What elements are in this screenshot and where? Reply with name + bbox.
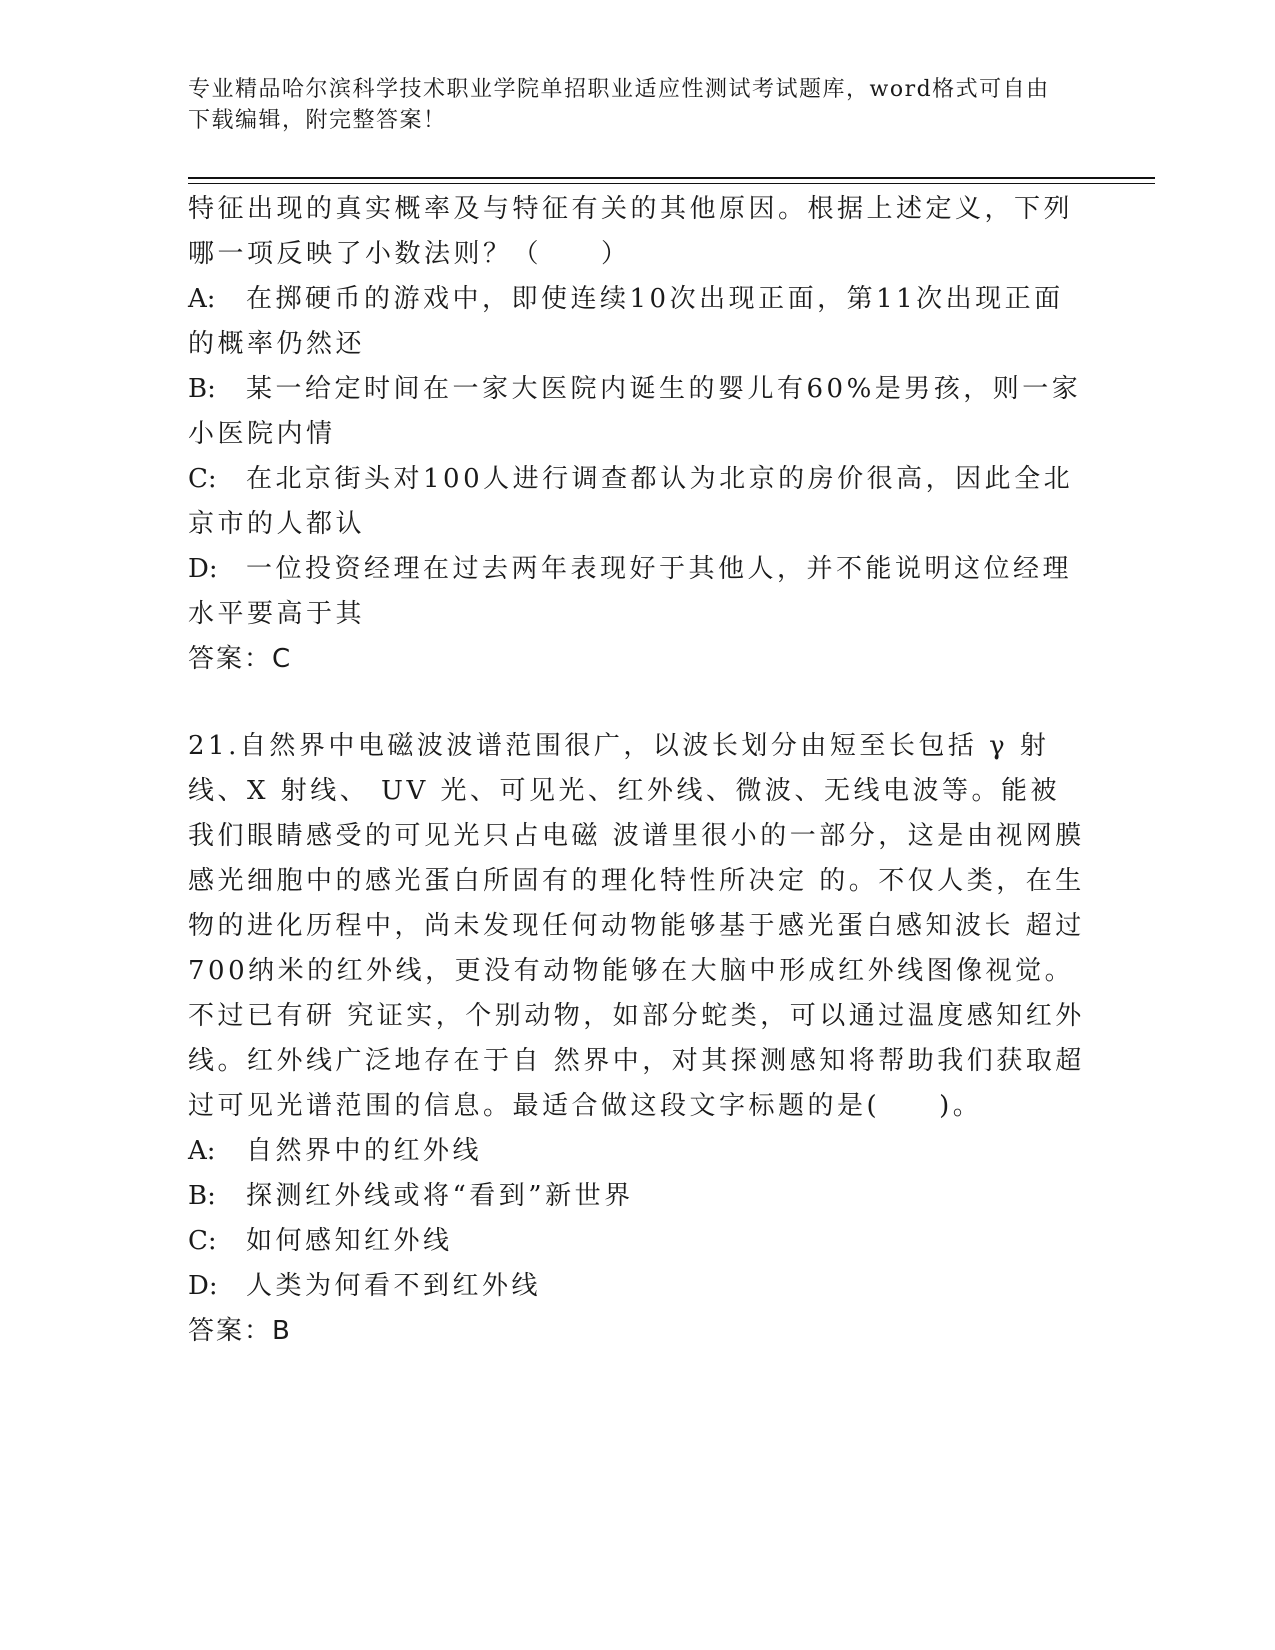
option-b (188, 1174, 1088, 1219)
option-text: 如何感知红外线 (246, 1226, 453, 1256)
option-key: A: (188, 284, 216, 314)
header-rule-thick (188, 177, 1155, 179)
option-key: C: (188, 464, 217, 494)
option-a (188, 1129, 1088, 1174)
option-a (188, 277, 1088, 367)
option-text: 一位投资经理在过去两年表现好于其他人，并不能说明这位经理水平要高于其 (188, 554, 1073, 629)
option-key: B: (188, 1181, 216, 1211)
answer-line: 答案：C (188, 644, 293, 674)
option-key: D: (188, 554, 218, 584)
option-c (188, 1219, 1088, 1264)
header-rule-thin (188, 183, 1155, 184)
option-d (188, 1264, 1088, 1309)
answer-line: 答案：B (188, 1316, 292, 1346)
option-c (188, 457, 1088, 547)
question-21 (188, 724, 1088, 1354)
option-text: 人类为何看不到红外线 (246, 1271, 542, 1301)
option-text: 某一给定时间在一家大医院内诞生的婴儿有60%是男孩，则一家小医院内情 (188, 374, 1082, 449)
question-20 (188, 187, 1088, 682)
option-text: 自然界中的红外线 (246, 1136, 483, 1166)
option-key: C: (188, 1226, 217, 1256)
option-text: 探测红外线或将“看到”新世界 (246, 1181, 634, 1211)
option-text: 在北京街头对100人进行调查都认为北京的房价很高，因此全北京市的人都认 (188, 464, 1074, 539)
option-b (188, 367, 1088, 457)
document-body (188, 187, 1088, 1354)
option-key: D: (188, 1271, 218, 1301)
option-key: B: (188, 374, 216, 404)
page-header: 专业精品哈尔滨科学技术职业学院单招职业适应性测试考试题库，word格式可自由下载编辑，附完整答案！ (188, 77, 1050, 133)
question-stem: 21.自然界中电磁波波谱范围很广，以波长划分由短至长包括 γ 射线、X 射线、 UV 光、可见光、红外线、微波、无线电波等。能被我们眼睛感受的可见光只占电磁 波谱里很小的一部分，这是由视网膜感光细胞中的感光蛋白所固有的理化特性所决定 的。不仅人类，在生物的进化历程中，尚未发现任何动物能够基于感光蛋白感知波长 超过700纳米的红外线，更没有动物能够在大脑中形成红外线图像视觉。不过已有研 究证实，个别动物，如部分蛇类，可以通过温度感知红外线。红外线广泛地存在于自 然界中，对其探测感知将帮助我们获取超过可见光谱范围的信息。最适合做这段文字标题的是( )。 (188, 731, 1085, 1121)
option-text: 在掷硬币的游戏中，即使连续10次出现正面，第11次出现正面的概率仍然还 (188, 284, 1064, 359)
option-d (188, 547, 1088, 637)
option-key: A: (188, 1136, 216, 1166)
question-spacer (188, 682, 1088, 724)
question-stem: 特征出现的真实概率及与特征有关的其他原因。根据上述定义，下列哪一项反映了小数法则？（ ） (188, 194, 1074, 269)
